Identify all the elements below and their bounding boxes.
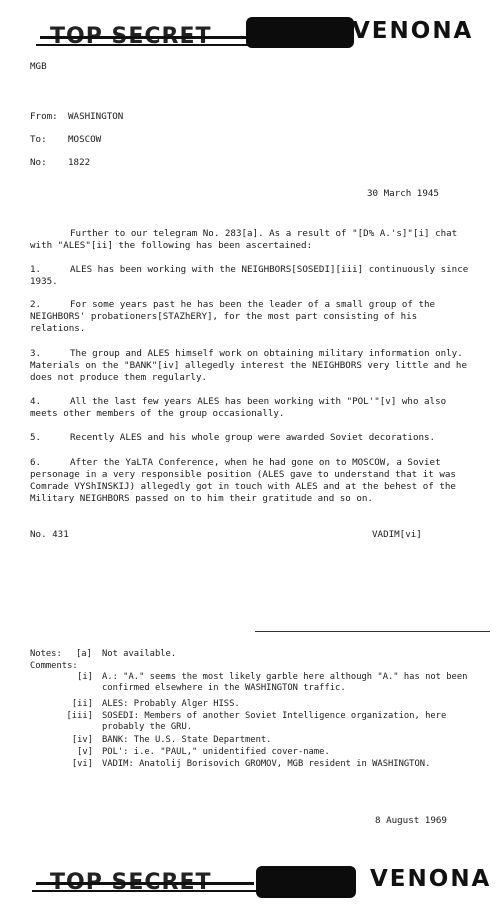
comment-text: A.: "A." seems the most likely garble here although "A." has not been confirmed elsewhere in the WASHINGTON traffic. xyxy=(102,672,468,693)
paragraph-number: 4. xyxy=(30,396,42,407)
comment-key: [iv] xyxy=(71,735,93,745)
org-label: MGB xyxy=(30,61,47,72)
to-label: To: xyxy=(30,134,47,145)
signature: VADIM[vi] xyxy=(372,529,422,540)
intro-paragraph xyxy=(30,228,475,252)
venona-stamp: VENONA xyxy=(352,18,474,44)
redaction-bar xyxy=(246,17,354,48)
notes-label: Notes: xyxy=(30,649,62,659)
paragraph-2 xyxy=(30,299,475,335)
comment-text: POL': i.e. "PAUL," unidentified cover-name. xyxy=(102,747,330,757)
paragraph-6 xyxy=(30,457,475,505)
paragraph-3 xyxy=(30,348,475,384)
paragraph-number: 5. xyxy=(30,432,42,443)
intro-text: Further to our telegram No. 283[a]. As a result of "[D% A.'s]"[i] chat with "ALES"[ii] the following has been ascertained: xyxy=(30,228,458,251)
strike-line xyxy=(36,882,254,885)
comment-key: [i] xyxy=(77,672,93,682)
paragraph-text: All the last few years ALES has been working with "POL'"[v] who also meets other members of the group occasionally. xyxy=(30,396,447,419)
comment-text: ALES: Probably Alger HISS. xyxy=(102,699,240,709)
comment-text: BANK: The U.S. State Department. xyxy=(102,735,272,745)
paragraph-number: 3. xyxy=(30,348,42,359)
comments-label: Comments: xyxy=(30,661,78,671)
strike-line xyxy=(32,890,260,892)
footer-date: 8 August 1969 xyxy=(375,815,447,826)
paragraph-1 xyxy=(30,264,475,288)
comment-key: [ii] xyxy=(71,699,93,709)
comment-text: SOSEDI: Members of another Soviet Intelligence organization, here probably the GRU. xyxy=(102,711,447,732)
note-text: Not available. xyxy=(102,649,177,659)
paragraph-number: 6. xyxy=(30,457,42,468)
reference-number: No. 431 xyxy=(30,529,69,540)
paragraph-text: Recently ALES and his whole group were awarded Soviet decorations. xyxy=(70,432,436,443)
comment-key: [v] xyxy=(77,747,93,757)
paragraph-text: The group and ALES himself work on obtaining military information only. Materials on the "BANK"[iv] allegedly interest the NEIGHBORS very little and he does not produce them regularly. xyxy=(30,348,467,383)
paragraph-text: After the YaLTA Conference, when he had gone on to MOSCOW, a Soviet personage in a very responsible position (ALES gave to understand that it was Comrade VYShINSKIJ) allegedly got in touch with ALES and at the behest of the Military NEIGHBORS passed on to him their gratitude and so on. xyxy=(30,457,456,504)
to-value: MOSCOW xyxy=(68,134,102,145)
from-label: From: xyxy=(30,111,58,122)
top-secret-stamp: TOP SECRET xyxy=(50,24,212,49)
top-secret-stamp: TOP SECRET xyxy=(50,870,212,895)
redaction-bar xyxy=(256,866,356,898)
from-value: WASHINGTON xyxy=(68,111,124,122)
strike-line xyxy=(40,36,250,39)
paragraph-number: 2. xyxy=(30,299,42,310)
comment-key: [iii] xyxy=(66,711,93,721)
note-key: [a] xyxy=(76,649,92,659)
no-label: No: xyxy=(30,157,47,168)
no-value: 1822 xyxy=(68,157,91,168)
strike-line xyxy=(36,44,256,46)
paragraph-text: ALES has been working with the NEIGHBORS[SOSEDI][iii] continuously since 1935. xyxy=(30,264,469,287)
divider-line xyxy=(255,631,490,632)
paragraph-4 xyxy=(30,396,475,420)
venona-stamp: VENONA xyxy=(370,866,492,892)
paragraph-5 xyxy=(30,432,475,444)
paragraph-text: For some years past he has been the leader of a small group of the NEIGHBORS' probationers[STAZhERY], for the most part consisting of his relations. xyxy=(30,299,436,334)
comment-key: [vi] xyxy=(71,759,93,769)
paragraph-number: 1. xyxy=(30,264,42,275)
message-date: 30 March 1945 xyxy=(367,188,439,199)
comment-text: VADIM: Anatolij Borisovich GROMOV, MGB resident in WASHINGTON. xyxy=(102,759,431,769)
